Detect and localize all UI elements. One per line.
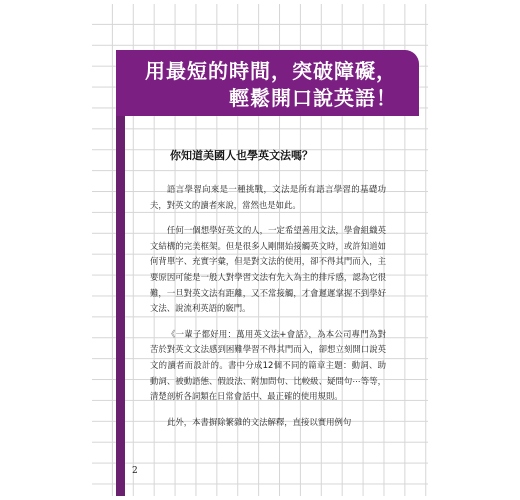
paragraph: 此外，本書摒除繁雜的文法解釋，直接以實用例句 — [167, 416, 352, 427]
paragraph: 任何一個想學好英文的人，一定希望善用文法，學會組織英文結構的完美框架。但是很多人剛開始接觸英文時，或許知道如何背單字、充實字彙，但是對文法的使用，卻不得其門而入，主要原因可能是一般人對學習文法有先入為主的排斥感，認為它很難，一旦對英文法有距離，又不常接觸，才會遲遲掌握不到學好文法、說流利英語的竅門。 — [150, 225, 386, 314]
paragraph: 語言學習向來是一種挑戰，文法是所有語言學習的基礎功夫，對英文的讀者來說，當然也是如此。 — [150, 184, 386, 210]
page-number: 2 — [132, 466, 138, 476]
body-text — [150, 182, 386, 440]
banner-title-line-1: 用最短的時間，突破障礙， — [145, 59, 397, 83]
left-accent-bar — [116, 116, 125, 496]
title-banner — [116, 50, 419, 116]
banner-title-line-2: 輕鬆開口說英語！ — [229, 86, 397, 110]
section-heading: 你知道美國人也學英文法嗎？ — [170, 149, 313, 162]
section-heading-block — [150, 137, 386, 163]
paragraph: 《一輩子都好用：萬用英文法+會話》，為本公司專門為對苦於對英文文法感到困難學習不得其門而入，卻想立刻開口說英文的讀者而設計的。書中分成12個不同的篇章主題：動詞、助動詞、被動語態、假設法、附加問句、比較級、疑問句⋯等等，清楚剖析各詞類在日常會話中、最正確的使用規則。 — [150, 328, 386, 402]
